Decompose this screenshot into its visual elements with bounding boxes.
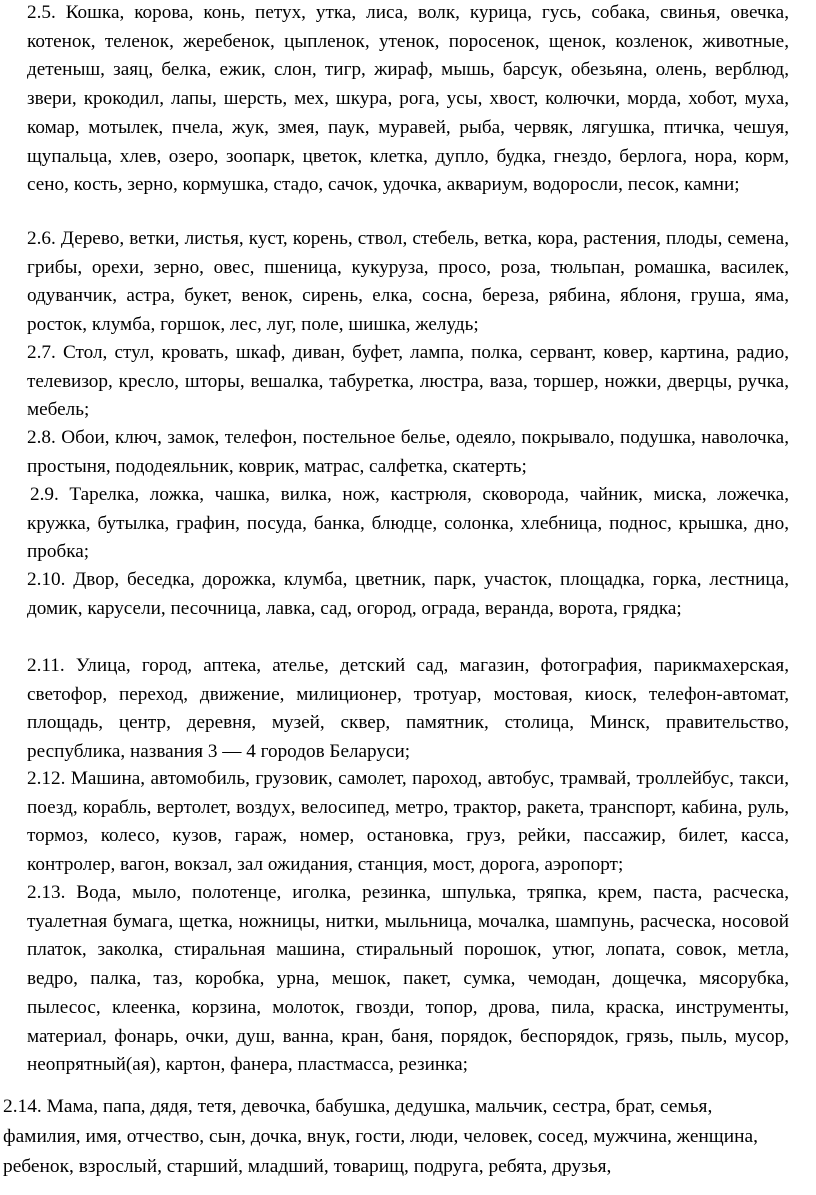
paragraph-2-7: 2.7. Стол, стул, кровать, шкаф, диван, буфет, лампа, полка, сервант, ковер, картина, радио, телевизор, кресло, шторы, вешалка, табуретка, люстра, ваза, торшер, ножки, дверцы, ручка, мебель; — [27, 342, 789, 421]
paragraph-2-5: 2.5. Кошка, корова, конь, петух, утка, лиса, волк, курица, гусь, собака, свинья, овечка, котенок, теленок, жеребенок, цыпленок, утенок, поросенок, щенок, козленок, животные, детеныш, заяц, белка, ежик, слон, тигр, жираф, мышь, барсук, обезьяна, олень, верблюд, звери, крокодил, лапы, шерсть, мех, шкура, рога, усы, хвост, колючки, морда, хобот, муха, комар, мотылек, пчела, жук, змея, паук, муравей, рыба, червяк, лягушка, птичка, чешуя, щупальца, хлев, озеро, зоопарк, цветок, клетка, дупло, будка, гнездо, берлога, нора, корм, сено, кость, зерно, кормушка, стадо, сачок, удочка, аквариум, водоросли, песок, камни; — [27, 2, 789, 196]
paragraph-2-14: 2.14. Мама, папа, дядя, тетя, девочка, бабушка, дедушка, мальчик, сестра, брат, семья, фамилия, имя, отчество, сын, дочка, внук, гости, люди, человек, сосед, мужчина, женщина, ребенок, взрослый, старший, младший, товарищ, подруга, ребята, друзья, — [3, 1096, 758, 1177]
paragraph-2-9: 2.9. Тарелка, ложка, чашка, вилка, нож, кастрюля, сковорода, чайник, миска, ложечка, кружка, бутылка, графин, посуда, банка, блюдце, солонка, хлебница, поднос, крышка, дно, пробка; — [27, 484, 789, 563]
paragraph-2-6: 2.6. Дерево, ветки, листья, куст, корень, ствол, стебель, ветка, кора, растения, плоды, семена, грибы, орехи, зерно, овес, пшеница, кукуруза, просо, роза, тюльпан, ромашка, василек, одуванчик, астра, букет, венок, сирень, елка, сосна, береза, рябина, яблоня, груша, яма, росток, клумба, горшок, лес, луг, поле, шишка, желудь; — [27, 228, 789, 336]
paragraph-2-12: 2.12. Машина, автомобиль, грузовик, самолет, пароход, автобус, трамвай, троллейбус, такси, поезд, корабль, вертолет, воздух, велосипед, метро, трактор, ракета, транспорт, кабина, руль, тормоз, колесо, кузов, гараж, номер, остановка, груз, рейки, пассажир, билет, касса, контролер, вагон, вокзал, зал ожидания, станция, мост, дорога, аэропорт; — [27, 768, 789, 876]
paragraph-2-10: 2.10. Двор, беседка, дорожка, клумба, цветник, парк, участок, площадка, горка, лестница, домик, карусели, песочница, лавка, сад, огород, ограда, веранда, ворота, грядка; — [27, 569, 789, 619]
paragraph-2-13: 2.13. Вода, мыло, полотенце, иголка, резинка, шпулька, тряпка, крем, паста, расческа, туалетная бумага, щетка, ножницы, нитки, мыльница, мочалка, шампунь, расческа, носовой платок, заколка, стиральная машина, стиральный порошок, утюг, лопата, совок, метла, ведро, палка, таз, коробка, урна, мешок, пакет, сумка, чемодан, дощечка, мясорубка, пылесос, клеенка, корзина, молоток, гвозди, топор, дрова, пила, краска, инструменты, материал, фонарь, очки, душ, ванна, кран, баня, порядок, беспорядок, грязь, пыль, мусор, неопрятный(ая), картон, фанера, пластмасса, резинка; — [27, 882, 789, 1076]
paragraph-2-11: 2.11. Улица, город, аптека, ателье, детский сад, магазин, фотография, парикмахерская, светофор, переход, движение, милиционер, тротуар, мостовая, киоск, телефон-автомат, площадь, центр, деревня, музей, сквер, памятник, столица, Минск, правительство, республика, названия 3 — 4 городов Беларуси; — [27, 655, 789, 763]
paragraph-2-8: 2.8. Обои, ключ, замок, телефон, постельное белье, одеяло, покрывало, подушка, наволочка, простыня, пододеяльник, коврик, матрас, салфетка, скатерть; — [27, 427, 789, 477]
